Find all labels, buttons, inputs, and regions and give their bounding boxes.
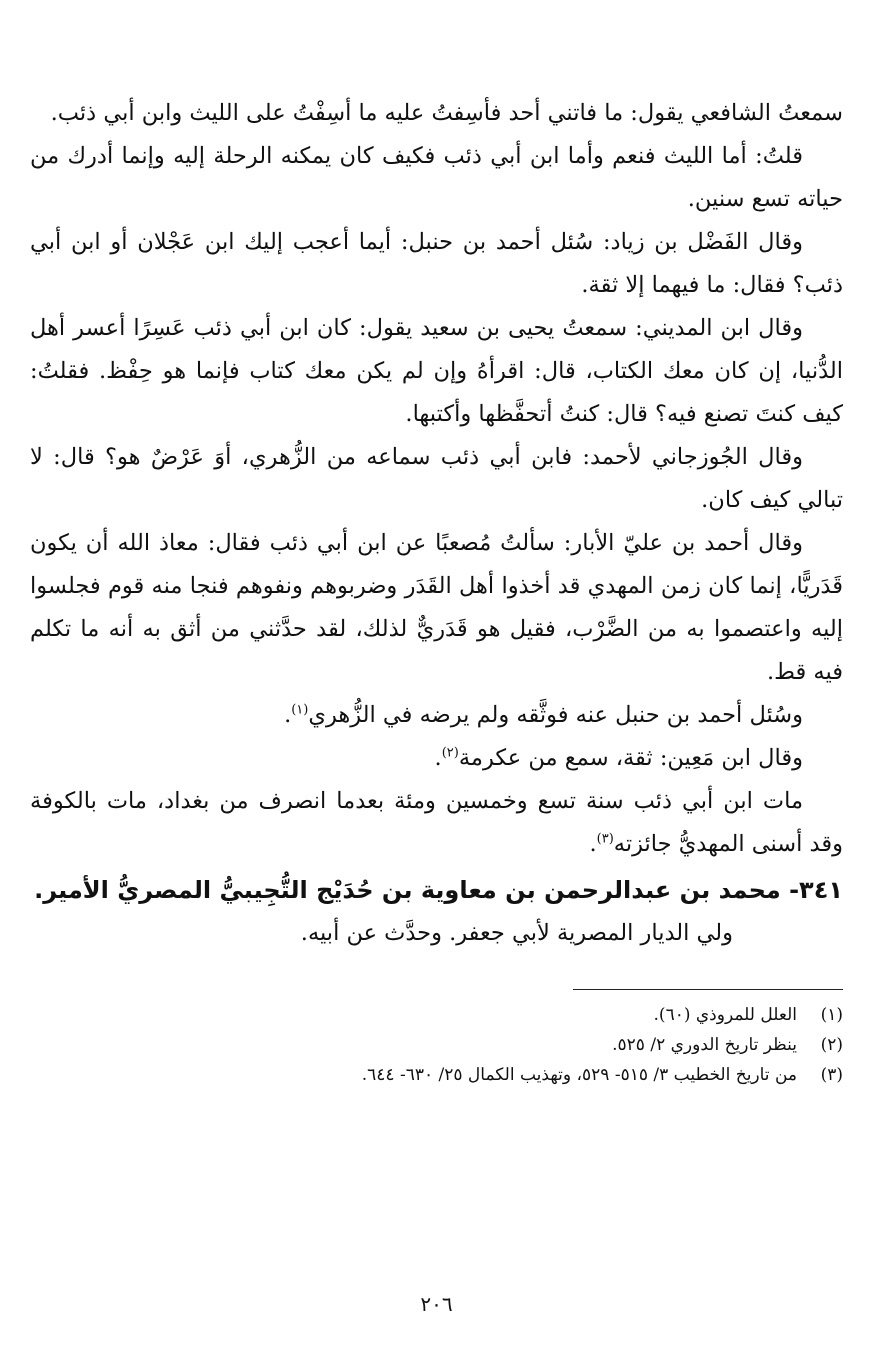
paragraph-8 xyxy=(30,737,843,780)
paragraph-9-end: . xyxy=(589,831,597,857)
paragraph-4: وقال ابن المديني: سمعتُ يحيى بن سعيد يقول: كان ابن أبي ذئب عَسِرًا أعسر أهل الدُّنيا، إن كان معك الكتاب، قال: اقرأهُ وإن لم يكن معك كتاب فإنما هو حِفْظ. فقلتُ: كيف كنتَ تصنع فيه؟ قال: كنتُ أتحفَّظها وأكتبها. xyxy=(30,315,843,427)
paragraph-7-end: . xyxy=(284,702,292,728)
paragraph-10: ولي الديار المصرية لأبي جعفر. وحدَّث عن أبيه. xyxy=(300,920,733,946)
footnote-ref-3[interactable]: (٣) xyxy=(596,831,614,847)
paragraph-5: وقال الجُوزجاني لأحمد: فابن أبي ذئب سماعه من الزُّهري، أوَ عَرْضٌ هو؟ قال: لا تبالي كيف كان. xyxy=(30,444,843,513)
footnote-text: العلل للمروذي (٦٠). xyxy=(653,1005,797,1025)
body-text xyxy=(30,92,843,955)
footnote-text: من تاريخ الخطيب ٣/ ٥١٥- ٥٢٩، وتهذيب الكمال ٢٥/ ٦٣٠- ٦٤٤. xyxy=(361,1065,797,1085)
document-page xyxy=(30,92,843,1372)
paragraph-8-text: وقال ابن مَعِين: ثقة، سمع من عكرمة xyxy=(458,745,803,771)
footnotes xyxy=(30,1000,843,1090)
paragraph-7-text: وسُئل أحمد بن حنبل عنه فوثَّقه ولم يرضه في الزُّهري xyxy=(308,702,803,728)
paragraph-9-text: مات ابن أبي ذئب سنة تسع وخمسين ومئة بعدما انصرف من بغداد، مات بالكوفة وقد أسنى المهديُّ جائزته xyxy=(30,788,843,857)
footnote-ref-1[interactable]: (١) xyxy=(291,702,309,718)
footnote-number: (٢) xyxy=(820,1035,843,1055)
page-number: ٢٠٦ xyxy=(420,1292,453,1316)
footnote-1 xyxy=(30,1000,843,1030)
footnote-ref-2[interactable]: (٢) xyxy=(441,745,459,761)
paragraph-3: وقال الفَضْل بن زياد: سُئل أحمد بن حنبل: أيما أعجب إليك ابن عَجْلان أو ابن أبي ذئب؟ فقال: ما فيهما إلا ثقة. xyxy=(30,229,843,298)
footnote-divider xyxy=(573,989,843,990)
footnote-text: ينظر تاريخ الدوري ٢/ ٥٢٥. xyxy=(612,1035,797,1055)
paragraph-7 xyxy=(30,694,843,737)
footnote-2 xyxy=(30,1030,843,1060)
paragraph-2: قلتُ: أما الليث فنعم وأما ابن أبي ذئب فكيف كان يمكنه الرحلة إليه وإنما أدرك من حياته تسع سنين. xyxy=(30,143,843,212)
footnote-number: (١) xyxy=(820,1005,843,1025)
entry-heading: ٣٤١- محمد بن عبدالرحمن بن معاوية بن حُدَيْج التُّجِيبيُّ المصريُّ الأمير. xyxy=(34,876,843,904)
paragraph-6: وقال أحمد بن عليّ الأبار: سألتُ مُصعبًا عن ابن أبي ذئب فقال: معاذ الله أن يكون قَدَريًّا، إنما كان زمن المهدي قد أخذوا أهل القَدَر وضربوهم ونفوهم فنجا منه قوم فجلسوا إليه واعتصموا به من الضَّرْب، فقيل هو قَدَريٌّ لذلك، لقد حدَّثني من أثق به أنه ما تكلم فيه قط. xyxy=(30,530,843,685)
paragraph-9 xyxy=(30,780,843,866)
paragraph-1: سمعتُ الشافعي يقول: ما فاتني أحد فأسِفتُ عليه ما أسِفْتُ على الليث وابن أبي ذئب. xyxy=(50,100,843,126)
footnote-3 xyxy=(30,1060,843,1090)
paragraph-8-end: . xyxy=(434,745,442,771)
footnote-number: (٣) xyxy=(820,1065,843,1085)
